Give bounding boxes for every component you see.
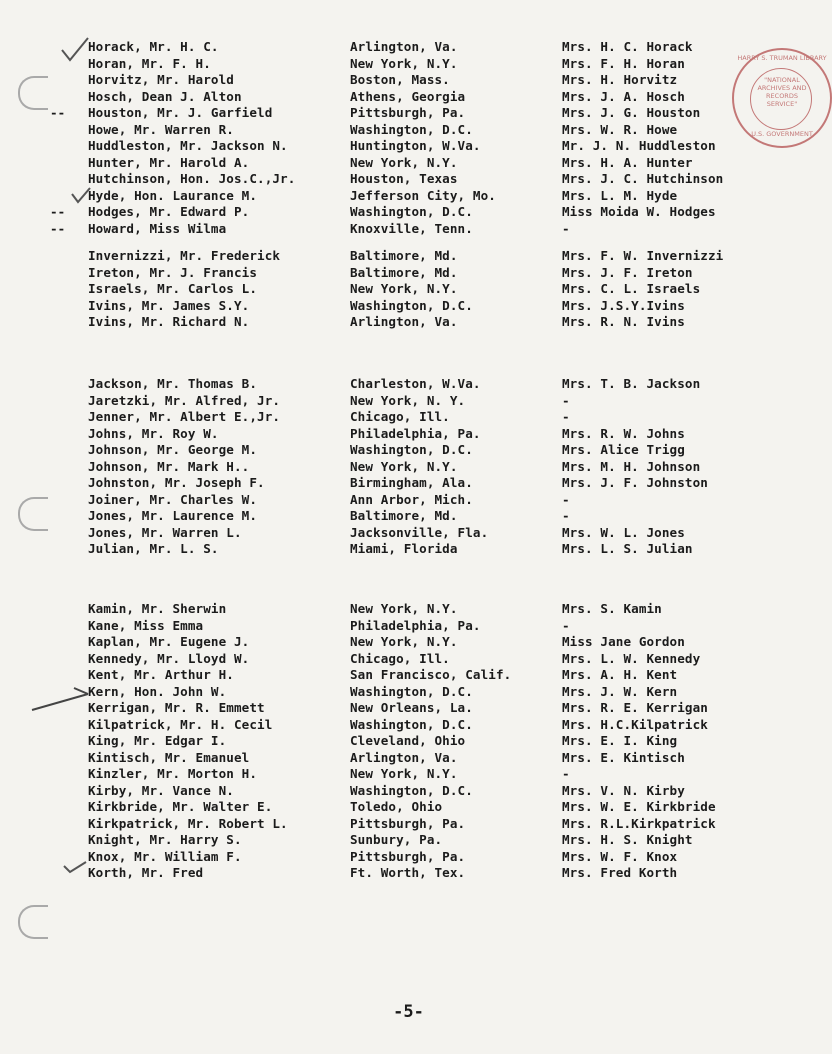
entry-city: New York, N.Y.	[350, 281, 458, 296]
entry-row	[0, 442, 817, 459]
entry-name: Jenner, Mr. Albert E.,Jr.	[88, 409, 281, 424]
entry-spouse: Mrs. E. Kintisch	[562, 749, 685, 765]
entry-row	[0, 171, 817, 188]
entry-name: Johnson, Mr. Mark H..	[88, 458, 250, 474]
entry-city: Washington, D.C.	[350, 442, 473, 457]
entry-spouse: -	[562, 491, 570, 507]
entry-row	[0, 122, 817, 139]
entry-name: King, Mr. Edgar I.	[88, 733, 227, 748]
entry-name: Hyde, Hon. Laurance M.	[88, 187, 258, 203]
entry-name: Kirkbride, Mr. Walter E.	[88, 799, 273, 814]
entry-spouse: Mr. J. N. Huddleston	[562, 138, 716, 153]
entry-spouse: Mrs. F. W. Invernizzi	[562, 248, 724, 263]
entry-row	[0, 56, 817, 73]
entry-name: Huddleston, Mr. Jackson N.	[88, 138, 288, 153]
entry-city: Jefferson City, Mo.	[350, 187, 496, 203]
entry-spouse: Mrs. F. H. Horan	[562, 55, 685, 71]
entry-city: Chicago, Ill.	[350, 409, 450, 424]
entry-row	[0, 849, 817, 866]
section-j	[0, 376, 817, 558]
entry-spouse: Mrs. R. E. Kerrigan	[562, 700, 708, 715]
entry-row	[0, 459, 817, 476]
entry-name: Houston, Mr. J. Garfield	[88, 105, 273, 120]
entry-spouse: Mrs. V. N. Kirby	[562, 782, 685, 798]
entry-spouse: -	[562, 220, 570, 236]
entry-city: Cleveland, Ohio	[350, 733, 466, 748]
entry-spouse: Mrs. L. W. Kennedy	[562, 650, 701, 666]
entry-city: Toledo, Ohio	[350, 799, 443, 814]
entry-city: Pittsburgh, Pa.	[350, 848, 466, 864]
entry-city: New York, N.Y.	[350, 601, 458, 616]
entry-row	[0, 376, 817, 393]
entry-spouse: Mrs. S. Kamin	[562, 601, 662, 616]
entry-row	[0, 89, 817, 106]
stamp-bottom-text: U.S. GOVERNMENT	[751, 130, 813, 138]
entry-spouse: Mrs. J.S.Y.Ivins	[562, 297, 685, 313]
entry-name: Johnston, Mr. Joseph F.	[88, 475, 265, 490]
entry-name: Kilpatrick, Mr. H. Cecil	[88, 716, 273, 732]
entry-city: Pittsburgh, Pa.	[350, 105, 466, 120]
stamp-top-text: HARRY S. TRUMAN LIBRARY	[737, 54, 827, 62]
entry-spouse: Mrs. L. M. Hyde	[562, 187, 678, 203]
entry-spouse: Mrs. W. E. Kirkbride	[562, 799, 716, 814]
entry-name: Jones, Mr. Warren L.	[88, 524, 242, 540]
entry-spouse: -	[562, 392, 570, 408]
entry-spouse: -	[562, 766, 570, 781]
stamp-middle-line: "NATIONAL	[764, 76, 800, 84]
entry-name: Invernizzi, Mr. Frederick	[88, 248, 281, 263]
section-k	[0, 601, 817, 882]
entry-name: Kinzler, Mr. Morton H.	[88, 766, 258, 781]
section-h	[0, 39, 817, 237]
entry-row	[0, 298, 817, 315]
entry-name: Hutchinson, Hon. Jos.C.,Jr.	[88, 171, 296, 186]
entry-name: Hunter, Mr. Harold A.	[88, 154, 250, 170]
entry-row	[0, 221, 817, 238]
entry-row	[0, 248, 817, 265]
entry-row	[0, 39, 817, 56]
entry-row	[0, 508, 817, 525]
entry-row	[0, 618, 817, 635]
entry-city: Philadelphia, Pa.	[350, 617, 481, 633]
entry-spouse: Mrs. W. L. Jones	[562, 524, 685, 540]
entry-spouse: Mrs. W. F. Knox	[562, 848, 678, 864]
entry-prefix: --	[50, 220, 66, 236]
page-number: -5-	[393, 1002, 424, 1022]
entry-city: New York, N.Y.	[350, 634, 458, 649]
entry-name: Hosch, Dean J. Alton	[88, 88, 242, 104]
entry-city: Washington, D.C.	[350, 204, 473, 219]
entry-city: Charleston, W.Va.	[350, 376, 481, 391]
entry-spouse: -	[562, 617, 570, 633]
entry-spouse: Mrs. E. I. King	[562, 733, 678, 748]
entry-city: Houston, Texas	[350, 171, 458, 186]
stamp-middle-line: ARCHIVES AND	[757, 84, 807, 92]
entry-name: Kirkpatrick, Mr. Robert L.	[88, 815, 288, 831]
entry-city: Ft. Worth, Tex.	[350, 865, 466, 880]
entry-name: Kintisch, Mr. Emanuel	[88, 749, 250, 765]
entry-row	[0, 667, 817, 684]
entry-spouse: Mrs. H. A. Hunter	[562, 154, 693, 170]
entry-city: Boston, Mass.	[350, 72, 450, 87]
entry-city: Knoxville, Tenn.	[350, 220, 473, 236]
entry-spouse: Mrs. J. C. Hutchinson	[562, 171, 724, 186]
entry-city: Birmingham, Ala.	[350, 475, 473, 490]
entry-spouse: Mrs. H. C. Horack	[562, 39, 693, 54]
stamp-middle-line: SERVICE"	[766, 100, 798, 108]
entry-name: Howard, Miss Wilma	[88, 220, 227, 236]
entry-city: Washington, D.C.	[350, 297, 473, 313]
entry-city: Baltimore, Md.	[350, 248, 458, 263]
entry-city: New York, N.Y.	[350, 766, 458, 781]
entry-name: Kirby, Mr. Vance N.	[88, 782, 234, 798]
entry-row	[0, 733, 817, 750]
entry-spouse: Mrs. H. Horvitz	[562, 72, 678, 87]
entry-row	[0, 634, 817, 651]
entry-name: Howe, Mr. Warren R.	[88, 121, 234, 137]
entry-spouse: Mrs. Fred Korth	[562, 865, 678, 880]
entry-city: Washington, D.C.	[350, 683, 473, 699]
entry-city: Arlington, Va.	[350, 39, 458, 54]
entry-name: Jones, Mr. Laurence M.	[88, 508, 258, 523]
entry-spouse: Mrs. J. W. Kern	[562, 683, 678, 699]
entry-city: Chicago, Ill.	[350, 650, 450, 666]
entry-name: Jaretzki, Mr. Alfred, Jr.	[88, 392, 281, 408]
entry-spouse: Mrs. J. G. Houston	[562, 105, 701, 120]
entry-row	[0, 750, 817, 767]
entry-name: Kane, Miss Emma	[88, 617, 204, 633]
entry-city: Arlington, Va.	[350, 749, 458, 765]
entry-row	[0, 717, 817, 734]
entry-name: Ivins, Mr. Richard N.	[88, 314, 250, 329]
entry-spouse: Mrs. J. F. Johnston	[562, 475, 708, 490]
entry-city: Ann Arbor, Mich.	[350, 491, 473, 507]
stamp-middle-line: RECORDS	[766, 92, 798, 100]
entry-city: Miami, Florida	[350, 541, 458, 556]
entry-city: New Orleans, La.	[350, 700, 473, 715]
entry-city: Huntington, W.Va.	[350, 138, 481, 153]
entry-name: Kennedy, Mr. Lloyd W.	[88, 650, 250, 666]
entry-row	[0, 700, 817, 717]
entry-row	[0, 816, 817, 833]
entry-row	[0, 426, 817, 443]
entry-row	[0, 155, 817, 172]
entry-city: New York, N. Y.	[350, 392, 466, 408]
entry-spouse: Mrs. H.C.Kilpatrick	[562, 716, 708, 732]
entry-name: Kent, Mr. Arthur H.	[88, 667, 234, 682]
section-i	[0, 248, 817, 331]
entry-row	[0, 766, 817, 783]
entry-name: Horvitz, Mr. Harold	[88, 72, 234, 87]
entry-name: Ireton, Mr. J. Francis	[88, 264, 258, 280]
entry-spouse: Mrs. R. N. Ivins	[562, 314, 685, 329]
entry-row	[0, 314, 817, 331]
entry-city: Jacksonville, Fla.	[350, 524, 489, 540]
entry-spouse: Mrs. Alice Trigg	[562, 442, 685, 457]
entry-spouse: Mrs. W. R. Howe	[562, 121, 678, 137]
entry-name: Johns, Mr. Roy W.	[88, 425, 219, 441]
entry-row	[0, 601, 817, 618]
entry-name: Jackson, Mr. Thomas B.	[88, 376, 258, 391]
entry-spouse: Mrs. C. L. Israels	[562, 281, 701, 296]
entry-name: Horack, Mr. H. C.	[88, 39, 219, 54]
entry-spouse: Mrs. R.L.Kirkpatrick	[562, 815, 716, 831]
entry-name: Julian, Mr. L. S.	[88, 541, 219, 556]
entry-row	[0, 492, 817, 509]
entry-city: Philadelphia, Pa.	[350, 425, 481, 441]
entry-row	[0, 393, 817, 410]
entry-name: Korth, Mr. Fred	[88, 865, 204, 880]
entry-name: Kamin, Mr. Sherwin	[88, 601, 227, 616]
entry-spouse: -	[562, 508, 570, 523]
entry-row	[0, 105, 817, 122]
entry-prefix: --	[50, 204, 66, 219]
entry-city: San Francisco, Calif.	[350, 667, 512, 682]
entry-city: Sunbury, Pa.	[350, 832, 443, 847]
entry-row	[0, 799, 817, 816]
entry-spouse: Mrs. J. F. Ireton	[562, 264, 693, 280]
entry-city: Washington, D.C.	[350, 782, 473, 798]
entry-name: Kern, Hon. John W.	[88, 683, 227, 699]
entry-city: Baltimore, Md.	[350, 264, 458, 280]
entry-city: Washington, D.C.	[350, 716, 473, 732]
entry-name: Johnson, Mr. George M.	[88, 442, 258, 457]
entry-row	[0, 409, 817, 426]
entry-spouse: Miss Jane Gordon	[562, 634, 685, 649]
entry-prefix: --	[50, 105, 66, 120]
punch-hole	[18, 905, 48, 939]
entry-spouse: Mrs. T. B. Jackson	[562, 376, 701, 391]
entry-city: Athens, Georgia	[350, 88, 466, 104]
entry-spouse: Mrs. L. S. Julian	[562, 541, 693, 556]
entry-city: Baltimore, Md.	[350, 508, 458, 523]
entry-name: Knight, Mr. Harry S.	[88, 832, 242, 847]
entry-row	[0, 138, 817, 155]
entry-name: Joiner, Mr. Charles W.	[88, 491, 258, 507]
entry-row	[0, 684, 817, 701]
entry-city: New York, N.Y.	[350, 154, 458, 170]
entry-city: Arlington, Va.	[350, 314, 458, 329]
entry-name: Israels, Mr. Carlos L.	[88, 281, 258, 296]
entry-row	[0, 265, 817, 282]
entry-spouse: Mrs. A. H. Kent	[562, 667, 678, 682]
entry-city: Washington, D.C.	[350, 121, 473, 137]
entry-city: New York, N.Y.	[350, 55, 458, 71]
entry-row	[0, 281, 817, 298]
entry-spouse: Miss Moida W. Hodges	[562, 204, 716, 219]
entry-row	[0, 832, 817, 849]
entry-spouse: -	[562, 409, 570, 424]
entry-city: Pittsburgh, Pa.	[350, 815, 466, 831]
entry-row	[0, 204, 817, 221]
entry-row	[0, 651, 817, 668]
entry-name: Horan, Mr. F. H.	[88, 55, 211, 71]
entry-name: Knox, Mr. William F.	[88, 848, 242, 864]
entry-name: Ivins, Mr. James S.Y.	[88, 297, 250, 313]
entry-spouse: Mrs. R. W. Johns	[562, 425, 685, 441]
entry-row	[0, 475, 817, 492]
entry-spouse: Mrs. J. A. Hosch	[562, 88, 685, 104]
entry-name: Hodges, Mr. Edward P.	[88, 204, 250, 219]
entry-row	[0, 541, 817, 558]
entry-row	[0, 188, 817, 205]
entry-city: New York, N.Y.	[350, 458, 458, 474]
entry-spouse: Mrs. H. S. Knight	[562, 832, 693, 847]
entry-row	[0, 783, 817, 800]
entry-spouse: Mrs. M. H. Johnson	[562, 458, 701, 474]
entry-name: Kerrigan, Mr. R. Emmett	[88, 700, 265, 715]
entry-row	[0, 72, 817, 89]
entry-name: Kaplan, Mr. Eugene J.	[88, 634, 250, 649]
entry-row	[0, 865, 817, 882]
entry-row	[0, 525, 817, 542]
